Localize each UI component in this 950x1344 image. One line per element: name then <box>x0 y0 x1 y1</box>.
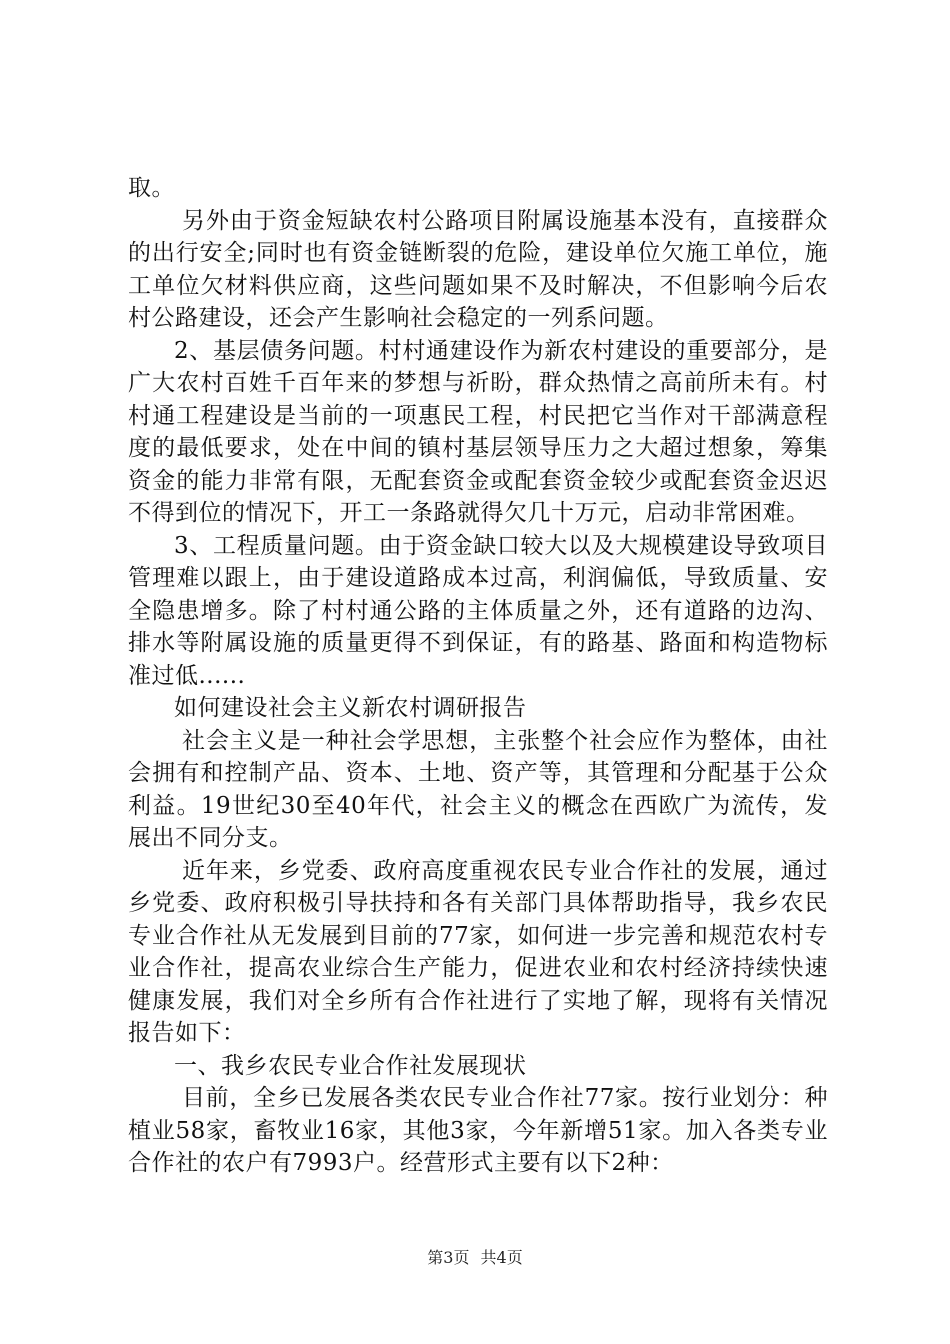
paragraph-funding-shortage: 另外由于资金短缺农村公路项目附属设施基本没有，直接群众的出行安全;同时也有资金链断裂的危险，建设单位欠施工单位，施工单位欠材料供应商，这些问题如果不及时解决，不但影响今后农村公路建设，还会产生影响社会稳定的一列系问题。 <box>128 207 828 331</box>
paragraph-construction-quality: 3、工程质量问题。由于资金缺口较大以及大规模建设导致项目管理难以跟上，由于建设道路成本过高，利润偏低，导致质量、安全隐患增多。除了村村通公路的主体质量之外，还有道路的边沟、排水等附属设施的质量更得不到保证，有的路基、路面和构造物标准过低...... <box>128 532 828 689</box>
paragraph-grassroots-debt: 2、基层债务问题。村村通建设作为新农村建设的重要部分，是广大农村百姓千百年来的梦想与祈盼，群众热情之高前所未有。村村通工程建设是当前的一项惠民工程，村民把它当作对干部满意程度的最低要求，处在中间的镇村基层领导压力之大超过想象，筹集资金的能力非常有限，无配套资金或配套资金较少或配套资金迟迟不得到位的情况下，开工一条路就得欠几十万元，启动非常困难。 <box>128 337 828 526</box>
report-title: 如何建设社会主义新农村调研报告 <box>174 695 527 721</box>
paragraph-socialism-definition: 社会主义是一种社会学思想，主张整个社会应作为整体，由社会拥有和控制产品、资本、土地、资产等，其管理和分配基于公众利益。19世纪30至40年代，社会主义的概念在西欧广为流传，发展出不同分支。 <box>128 727 828 851</box>
paragraph-cooperatives-status: 目前，全乡已发展各类农民专业合作社77家。按行业划分：种植业58家，畜牧业16家，其他3家，今年新增51家。加入各类专业合作社的农户有7993户。经营形式主要有以下2种： <box>128 1085 828 1176</box>
section-heading-status: 一、我乡农民专业合作社发展现状 <box>174 1052 527 1079</box>
paragraph-continuation: 取。 <box>128 175 175 201</box>
page-total: 共4页 <box>480 1248 523 1267</box>
page-number: 第3页 <box>427 1248 470 1267</box>
page-footer <box>0 1245 950 1268</box>
paragraph-cooperatives-intro: 近年来，乡党委、政府高度重视农民专业合作社的发展，通过乡党委、政府积极引导扶持和各有关部门具体帮助指导，我乡农民专业合作社从无发展到目前的77家，如何进一步完善和规范农村专业合作社，提高农业综合生产能力，促进农业和农村经济持续快速健康发展，我们对全乡所有合作社进行了实地了解，现将有关情况报告如下： <box>128 857 828 1046</box>
document-body <box>128 172 828 1180</box>
